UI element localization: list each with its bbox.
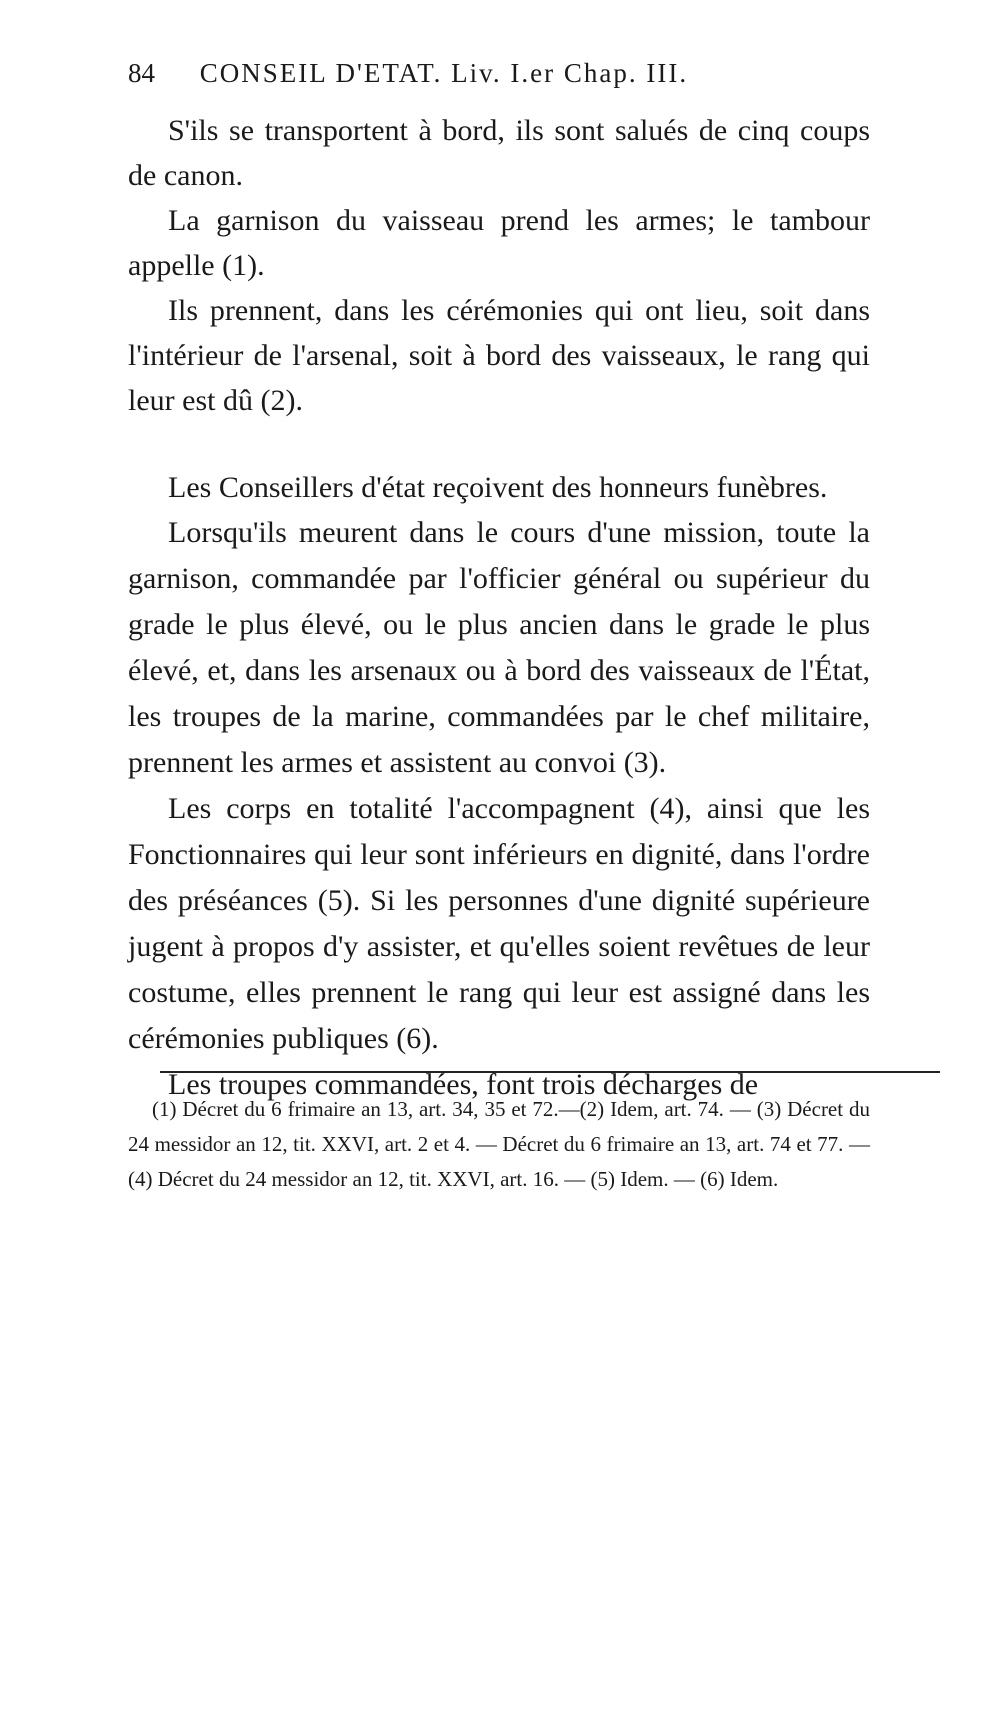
paragraph-4: Les Conseillers d'état reçoivent des honneurs funèbres. (168, 471, 828, 504)
paragraph-7: Les troupes commandées, font trois décharges de (168, 1068, 759, 1101)
paragraph-2: La garnison du vaisseau prend les armes; le tambour appelle (1). (128, 204, 870, 282)
page-header (128, 58, 868, 98)
paragraph-5: Lorsqu'ils meurent dans le cours d'une mission, toute la garnison, commandée par l'officier général ou supérieur du grade le plus élevé, ou le plus ancien dans le grade le plus élevé, et, dans les arsenaux ou à bord des vaisseaux de l'État, les troupes de la marine, commandées par le chef militaire, prennent les armes et assistent au convoi (3). (128, 516, 870, 779)
running-title: CONSEIL D'ETAT. Liv. I.er Chap. III. (199, 58, 689, 88)
paragraph-1: S'ils se transportent à bord, ils sont salués de cinq coups de canon. (128, 114, 870, 192)
footnote-rule (160, 1071, 940, 1073)
page-number: 84 (128, 58, 155, 88)
footnote-text: (1) Décret du 6 frimaire an 13, art. 34, 35 et 72.—(2) Idem, art. 74. — (3) Décret du 24 messidor an 12, tit. XXVI, art. 2 et 4. — Décret du 6 frimaire an 13, art. 74 et 77. — (4) Décret du 24 messidor an 12, tit. XXVI, art. 16. — (5) Idem. — (6) Idem. (128, 1097, 870, 1191)
paragraph-6: Les corps en totalité l'accompagnent (4), ainsi que les Fonctionnaires qui leur sont inférieurs en dignité, dans l'ordre des préséances (5). Si les personnes d'une dignité supérieure jugent à propos d'y assister, et qu'elles soient revêtues de leur costume, elles prennent le rang qui leur est assigné dans les cérémonies publiques (6). (128, 792, 870, 1055)
main-text (128, 108, 870, 1108)
footnotes (128, 1092, 870, 1197)
paragraph-3: Ils prennent, dans les cérémonies qui ont lieu, soit dans l'intérieur de l'arsenal, soit à bord des vaisseaux, le rang qui leur est dû (2). (128, 294, 870, 417)
